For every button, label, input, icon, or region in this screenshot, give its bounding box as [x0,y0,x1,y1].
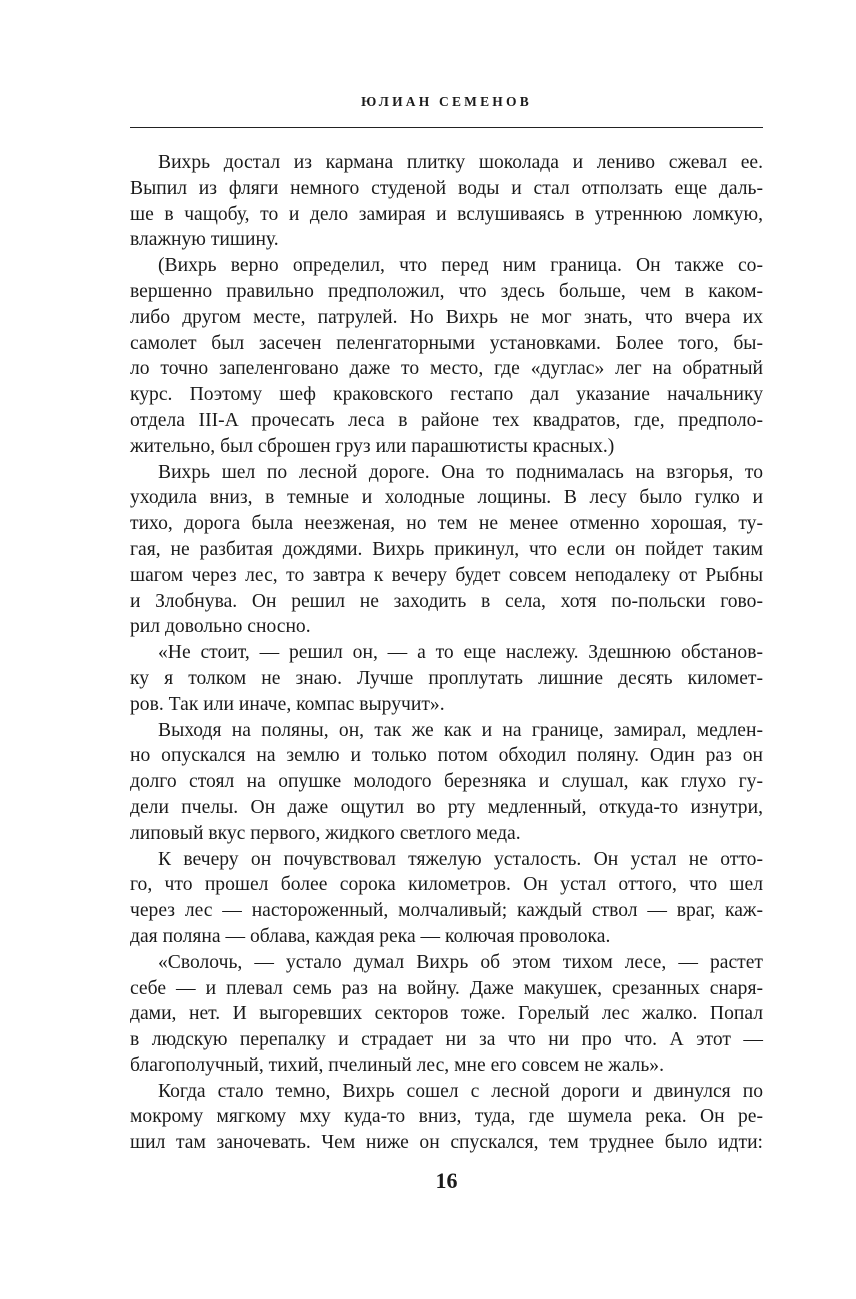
text-line: го, что прошел более сорока километров. Он устал оттого, что шел [130,874,763,896]
text-line: рил довольно сносно. [130,616,311,638]
text-line: благополучный, тихий, пчелиный лес, мне его совсем не жаль». [130,1054,664,1076]
text-line: (Вихрь верно определил, что перед ним граница. Он также со- [158,255,763,277]
text-line: шагом через лес, то завтра к вечеру будет совсем неподалеку от Рыбны [130,564,763,586]
text-line: ку я толком не знаю. Лучше проплутать лишние десять километ- [130,667,763,689]
text-line: Вихрь шел по лесной дороге. Она то поднималась на взгорья, то [158,461,763,483]
text-line: дая поляна — облава, каждая река — колючая проволока. [130,925,611,947]
text-line: в людскую перепалку и страдает ни за что ни про что. А этот — [130,1029,763,1051]
text-line: вершенно правильно предположил, что здесь больше, чем в каком- [130,280,763,302]
text-line: Когда стало темно, Вихрь сошел с лесной дороги и двинулся по [158,1080,763,1102]
text-line: отдела III-A прочесать леса в районе тех квадратов, где, предполо- [130,409,763,431]
text-line: жительно, был сброшен груз или парашютисты красных.) [130,435,615,457]
text-line: и Злобнува. Он решил не заходить в села, хотя по-польски гово- [130,590,763,612]
text-line: мокрому мягкому мху куда-то вниз, туда, где шумела река. Он ре- [130,1106,763,1128]
text-line: дели пчелы. Он даже ощутил во рту медленный, откуда-то изнутри, [130,796,763,818]
text-line: уходила вниз, в темные и холодные лощины. В лесу было гулко и [130,487,763,509]
text-line: ло точно запеленговано даже то место, где «дуглас» лег на обратный [130,358,763,380]
text-line: себе — и плевал семь раз на войну. Даже макушек, срезанных снаря- [130,977,763,999]
text-line: Выходя на поляны, он, так же как и на границе, замирал, медлен- [158,719,763,741]
text-line: липовый вкус первого, жидкого светлого меда. [130,822,521,844]
text-line: Вихрь достал из кармана плитку шоколада и лениво сжевал ее. [158,152,763,173]
text-line: либо другом месте, патрулей. Но Вихрь не мог знать, что вчера их [130,306,763,328]
text-line: курс. Поэтому шеф краковского гестапо дал указание начальнику [130,384,763,406]
text-line: влажную тишину. [130,229,279,251]
body-text [130,150,763,1156]
text-line: тихо, дорога была неезженая, но тем не менее отменно хорошая, ту- [130,513,763,535]
text-line: шил там заночевать. Чем ниже он спускался, тем труднее было идти: [130,1132,763,1154]
text-line: ров. Так или иначе, компас выручит». [130,693,445,715]
text-line: долго стоял на опушке молодого березняка и слушал, как глухо гу- [130,771,763,793]
text-line: «Сволочь, — устало думал Вихрь об этом тихом лесе, — растет [158,951,763,973]
text-line: но опускался на землю и только потом обходил поляну. Один раз он [130,745,763,767]
running-header: ЮЛИАН СЕМЕНОВ [361,94,532,109]
text-line: К вечеру он почувствовал тяжелую усталость. Он устал не отто- [158,848,763,870]
text-line: через лес — настороженный, молчаливый; каждый ствол — враг, каж- [130,900,763,922]
text-line: гая, не разбитая дождями. Вихрь прикинул, что если он пойдет таким [130,538,763,560]
page-number: 16 [435,1168,458,1193]
text-line: дами, нет. И выгоревших секторов тоже. Горелый лес жалко. Попал [130,1003,763,1025]
header-rule [130,127,763,128]
text-line: «Не стоит, — решил он, — а то еще наслежу. Здешнюю обстанов- [158,642,763,664]
text-line: Выпил из фляги немного студеной воды и стал отползать еще даль- [130,177,763,199]
text-line: ше в чащобу, то и дело замирая и вслушиваясь в утреннюю ломкую, [130,203,763,225]
text-line: самолет был засечен пеленгаторными установками. Более того, бы- [130,332,763,354]
